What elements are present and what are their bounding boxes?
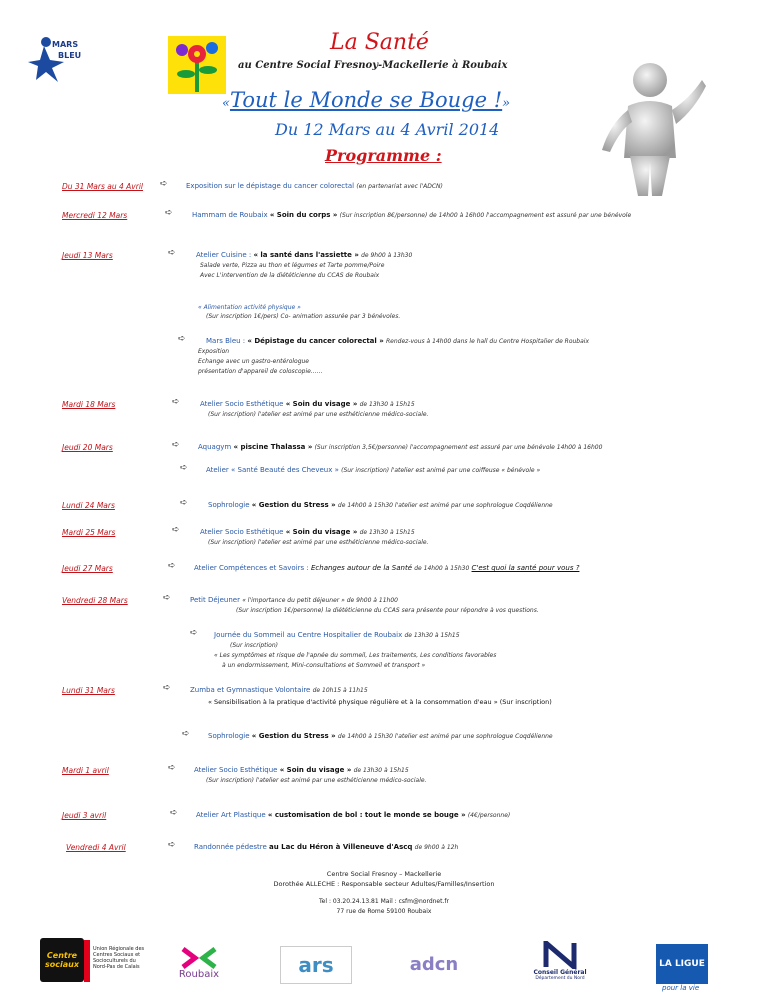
- event-title: Mars Bleu : « Dépistage du cancer colorectal » Rendez-vous à 14h00 dans le hall du Centre Hospitalier de Roubaix: [206, 337, 590, 345]
- mars-bleu-logo: [14, 32, 84, 87]
- flower-logo: [168, 36, 226, 94]
- event-title: Petit Déjeuner « l'importance du petit déjeuner » de 9h00 à 11h00: [190, 596, 398, 604]
- hand-arrow-icon: ➪: [168, 248, 176, 258]
- mars-label: MARS: [52, 40, 79, 49]
- event-title: Journée du Sommeil au Centre Hospitalier de Roubaix de 13h30 à 15h15: [214, 631, 460, 639]
- event-line: (Sur inscription) l'atelier est animé par une esthéticienne médico-sociale.: [208, 411, 429, 418]
- event-date: Mardi 18 Mars: [62, 400, 116, 409]
- programme-heading: Programme :: [325, 146, 442, 165]
- hand-arrow-icon: ➪: [190, 628, 198, 638]
- event-line: « Les symptômes et risque de l'apnée du sommeil, Les traitements, Les conditions favorables: [214, 652, 497, 659]
- event-title: Atelier Compétences et Savoirs : Echanges autour de la Santé de 14h00 à 15h30 C'est quoi la santé pour vous ?: [194, 564, 580, 572]
- hand-arrow-icon: ➪: [172, 525, 180, 535]
- event-title: Atelier Art Plastique « customisation de bol : tout le monde se bouge » (4€/personne): [196, 811, 511, 819]
- slogan: [222, 88, 510, 112]
- ligue-tagline: pour la vie: [662, 984, 700, 992]
- date-range: Du 12 Mars au 4 Avril 2014: [275, 120, 500, 139]
- footer-line: Centre Social Fresnoy – Mackellerie: [326, 870, 442, 878]
- event-date: Jeudi 20 Mars: [62, 443, 113, 452]
- footer-address: 77 rue de Rome 59100 Roubaix: [336, 908, 432, 915]
- la-ligue-logo: LA LIGUE: [656, 944, 708, 984]
- roubaix-x-icon: [179, 947, 219, 969]
- hand-arrow-icon: ➪: [168, 561, 176, 571]
- hand-arrow-icon: ➪: [163, 593, 171, 603]
- footer-line: Dorothée ALLECHE : Responsable secteur Adultes/Familles/Insertion: [273, 880, 495, 888]
- event-title: Aquagym « piscine Thalassa » (Sur inscription 3,5€/personne) l'accompagnement est assuré par une bénévole 14h00 à 16h00: [198, 443, 603, 451]
- subtitle: au Centre Social Fresnoy-Mackellerie à Roubaix: [238, 60, 508, 71]
- conseil-general-logo: Conseil Général Département du Nord: [528, 936, 592, 986]
- centre-sociaux-logo: Centre sociaux: [40, 938, 84, 982]
- hand-arrow-icon: ➪: [180, 463, 188, 473]
- hand-arrow-icon: ➪: [170, 808, 178, 818]
- event-line: présentation d'appareil de coloscopie……: [198, 368, 323, 375]
- ars-logo: ars: [280, 946, 352, 984]
- event-line: (Sur inscription) l'atelier est animé par une esthéticienne médico-sociale.: [206, 777, 427, 784]
- quote-close: »: [502, 96, 511, 111]
- hand-arrow-icon: ➪: [172, 440, 180, 450]
- event-date: Mardi 1 avril: [62, 766, 109, 775]
- event-title: Atelier Cuisine : « la santé dans l'assiette » de 9h00 à 13h30: [196, 251, 413, 259]
- event-title: Randonnée pédestre au Lac du Héron à Villeneuve d'Ascq de 9h00 à 12h: [194, 843, 459, 851]
- hand-arrow-icon: ➪: [168, 840, 176, 850]
- event-title: Exposition sur le dépistage du cancer colorectal (en partenariat avec l'ADCN): [186, 182, 443, 190]
- event-date: Lundi 31 Mars: [62, 686, 115, 695]
- event-title: Sophrologie « Gestion du Stress » de 14h00 à 15h30 l'atelier est animé par une sophrologue Coqdélienne: [208, 501, 553, 509]
- event-detail: (Sur inscription 1€/pers) Co- animation assurée par 3 bénévoles.: [206, 313, 401, 320]
- red-bar: [84, 940, 90, 982]
- event-date: Jeudi 27 Mars: [62, 564, 113, 573]
- hand-arrow-icon: ➪: [172, 397, 180, 407]
- event-title: Hammam de Roubaix « Soin du corps » (Sur inscription 8€/personne) de 14h00 à 16h00 l'accompagnement est assuré par une bénévole: [192, 211, 632, 219]
- flower-icon: [168, 36, 226, 94]
- slogan-text: Tout le Monde se Bouge !: [229, 88, 503, 112]
- event-line: Exposition: [198, 348, 230, 355]
- event-date: Jeudi 13 Mars: [62, 251, 113, 260]
- event-title: Sophrologie « Gestion du Stress » de 14h00 à 15h30 l'atelier est animé par une sophrologue Coqdélienne: [208, 732, 553, 740]
- event-title: Atelier Socio Esthétique « Soin du visage » de 13h30 à 15h15: [200, 528, 415, 536]
- page-title: La Santé: [330, 30, 429, 55]
- figure-image: [590, 58, 710, 198]
- n-icon: [542, 941, 578, 969]
- person-icon: [590, 58, 710, 198]
- urcs-text: Union Régionale des Centres Sociaux et Socioculturels du Nord-Pas de Calais: [93, 946, 145, 970]
- event-title: Atelier Socio Esthétique « Soin du visage » de 13h30 à 15h15: [200, 400, 415, 408]
- event-line: (Sur inscription) l'atelier est animé par une esthéticienne médico-sociale.: [208, 539, 429, 546]
- hand-arrow-icon: ➪: [182, 729, 190, 739]
- hand-arrow-icon: ➪: [165, 208, 173, 218]
- event-date: Du 31 Mars au 4 Avril: [62, 182, 143, 191]
- event-date: Vendredi 28 Mars: [62, 596, 128, 605]
- hand-arrow-icon: ➪: [163, 683, 171, 693]
- event-line: « Sensibilisation à la pratique d'activité physique régulière et à la consommation d'eau » (Sur inscription): [208, 698, 552, 706]
- event-title: Atelier Socio Esthétique « Soin du visage » de 13h30 à 15h15: [194, 766, 409, 774]
- hand-arrow-icon: ➪: [180, 498, 188, 508]
- hand-arrow-icon: ➪: [160, 179, 168, 189]
- event-date: Mercredi 12 Mars: [62, 211, 128, 220]
- roubaix-logo: Roubaix: [168, 942, 230, 984]
- event-date: Mardi 25 Mars: [62, 528, 116, 537]
- event-line: Avec L'intervention de la diététicienne du CCAS de Roubaix: [200, 272, 380, 279]
- event-line: Salade verte, Pizza au thon et légumes et Tarte pomme/Poire: [200, 262, 385, 269]
- event-date: Jeudi 3 avril: [62, 811, 107, 820]
- event-line: à un endormissement, Mini-consultations et Sommeil et transport »: [222, 662, 426, 669]
- hand-arrow-icon: ➪: [178, 334, 186, 344]
- event-line: Echange avec un gastro-entérologue: [198, 358, 309, 365]
- event-title: Zumba et Gymnastique Volontaire de 10h15 à 11h15: [190, 686, 368, 694]
- event-title: « Alimentation activité physique »: [198, 304, 301, 311]
- event-title: Atelier « Santé Beauté des Cheveux » (Sur inscription) l'atelier est animé par une coiffeuse « bénévole »: [206, 466, 541, 474]
- event-date: Vendredi 4 Avril: [66, 843, 126, 852]
- event-line: (Sur inscription): [230, 642, 278, 649]
- bleu-label: BLEU: [58, 51, 82, 60]
- event-date: Lundi 24 Mars: [62, 501, 115, 510]
- footer-contact: Tel : 03.20.24.13.81 Mail : csfm@nordnet.fr: [319, 898, 449, 905]
- adcn-logo: adcn: [409, 953, 459, 975]
- event-line: (Sur inscription 1€/personne) la diététicienne du CCAS sera présente pour répondre à vos questions.: [236, 607, 539, 614]
- quote-open: «: [222, 96, 230, 111]
- hand-arrow-icon: ➪: [168, 763, 176, 773]
